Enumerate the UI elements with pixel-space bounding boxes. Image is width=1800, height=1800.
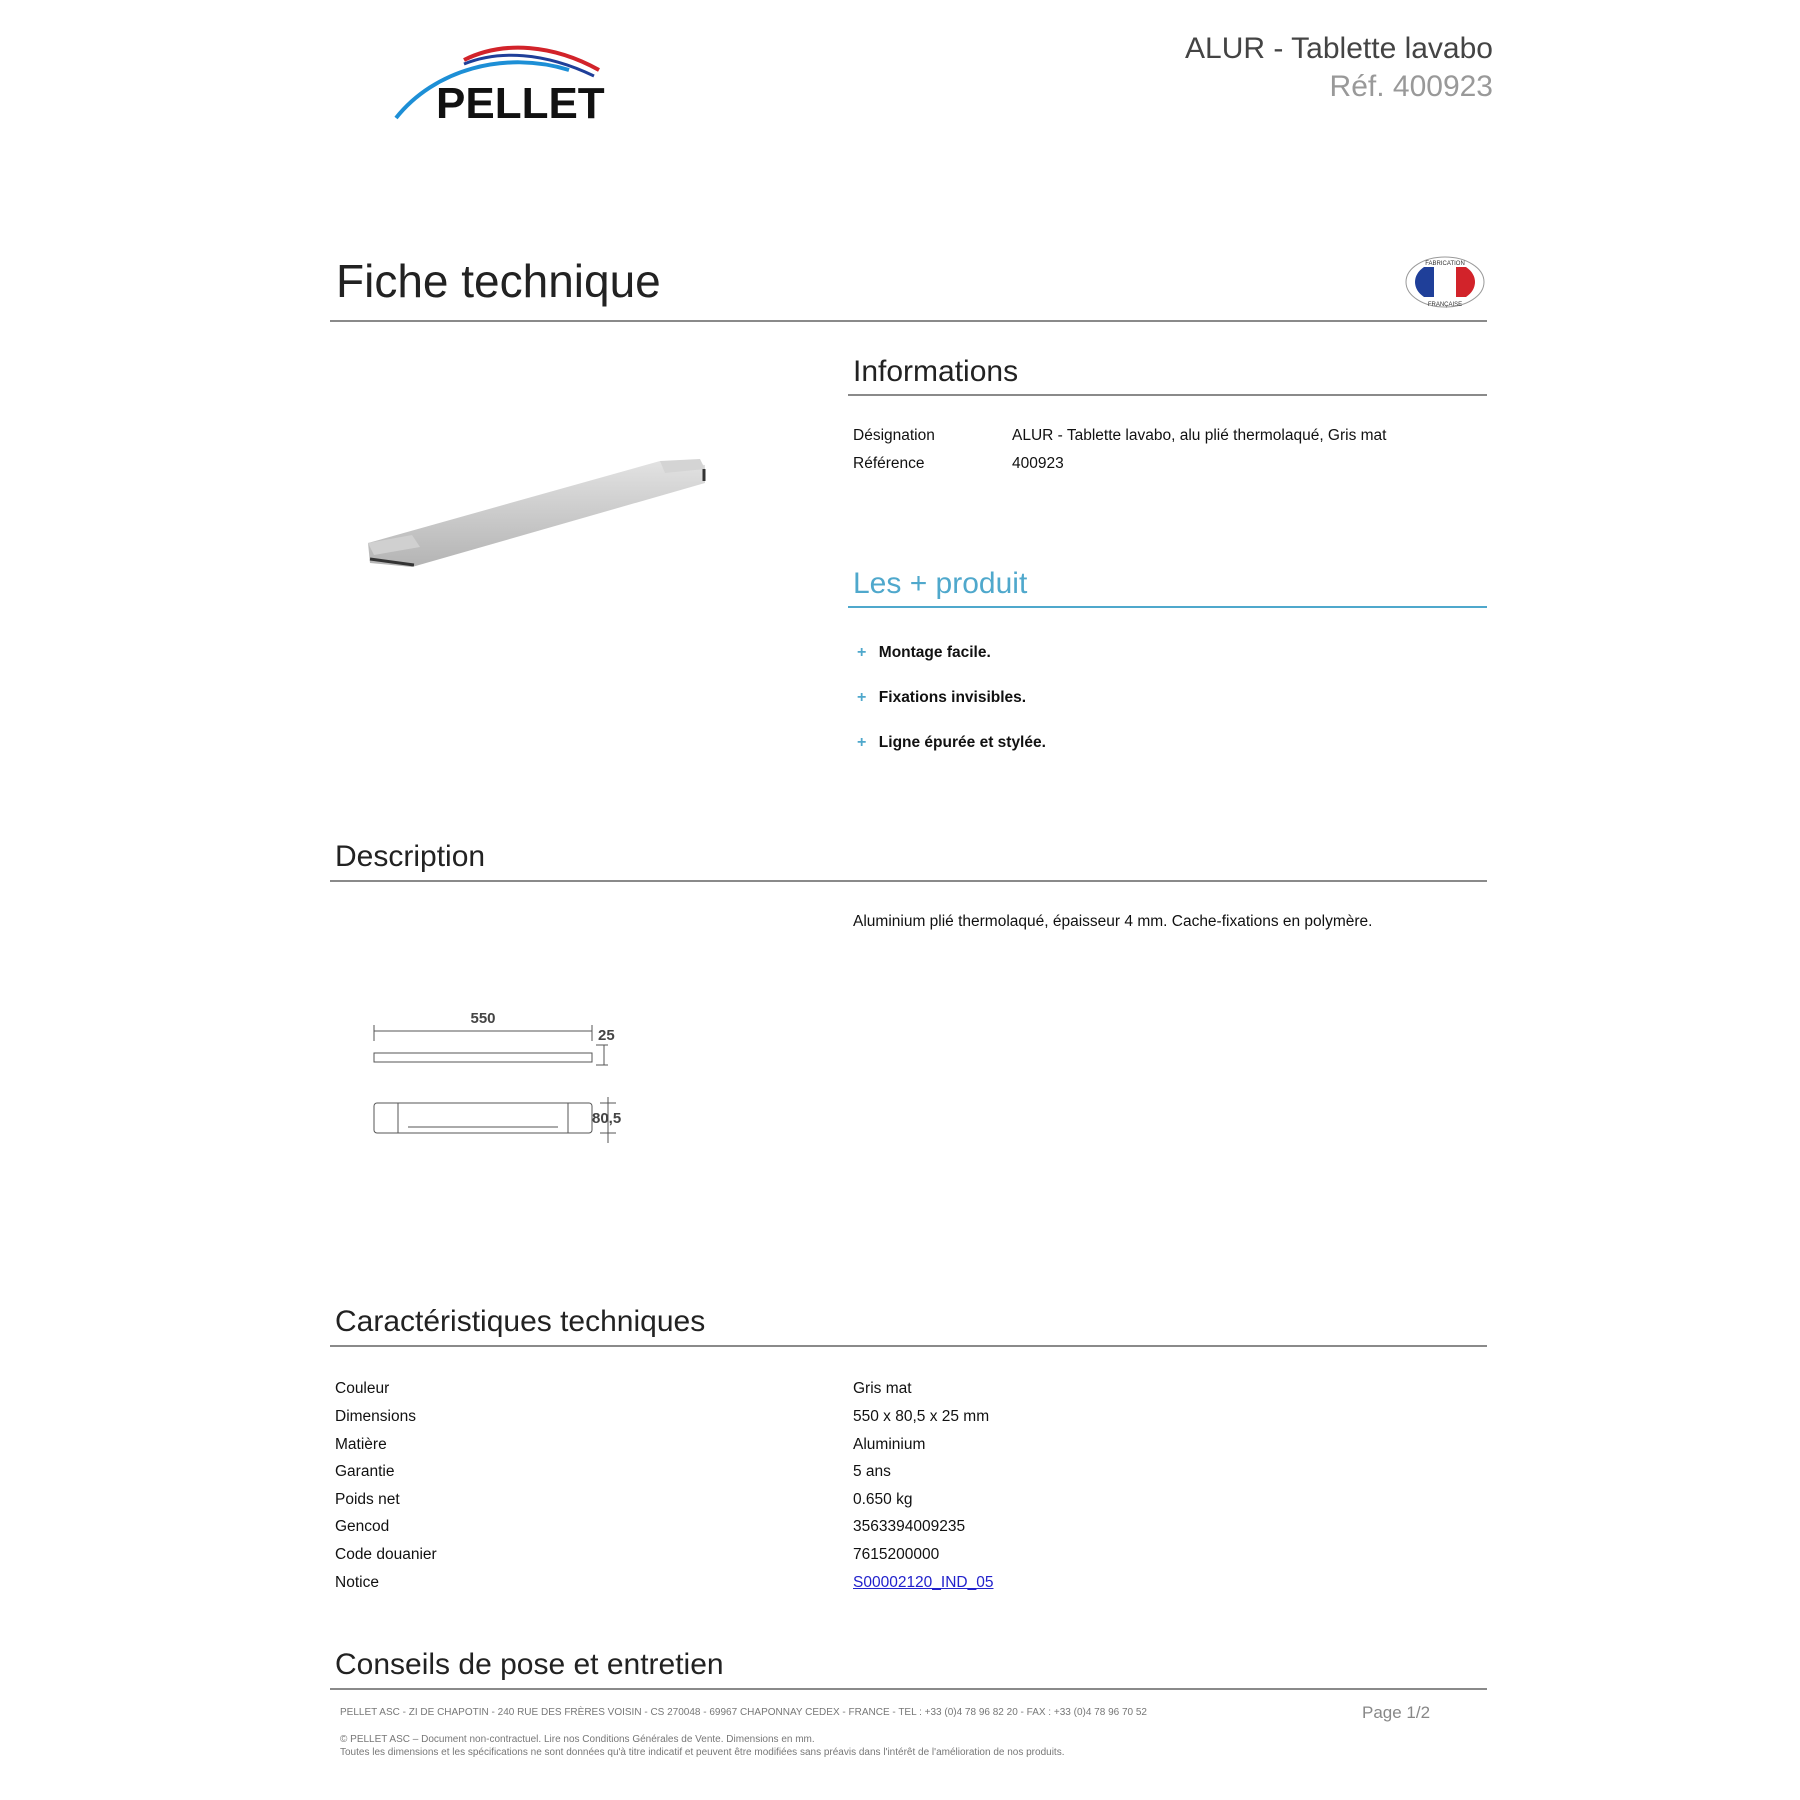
feature-text: Montage facile. xyxy=(878,644,991,661)
svg-text:FRANÇAISE: FRANÇAISE xyxy=(1427,302,1463,308)
length-dimension: 550 xyxy=(470,1010,496,1027)
spec-label: Code douanier xyxy=(335,1546,437,1563)
spec-label: Dimensions xyxy=(335,1408,416,1425)
product-image xyxy=(360,455,710,595)
les-plus-divider xyxy=(848,606,1487,608)
feature-text: Ligne épurée et stylée. xyxy=(878,734,1046,751)
notice-link[interactable]: S00002120_IND_05 xyxy=(853,1574,994,1591)
spec-value: Aluminium xyxy=(853,1436,926,1453)
spec-value: 550 x 80,5 x 25 mm xyxy=(853,1408,990,1425)
spec-value: 3563394009235 xyxy=(853,1518,966,1535)
footer-legal-1: © PELLET ASC – Document non-contractuel. Lire nos Conditions Générales de Vente. Dimensions en mm. xyxy=(340,1734,815,1745)
spec-label: Garantie xyxy=(335,1463,395,1480)
plus-icon: + xyxy=(857,644,867,661)
list-item xyxy=(857,644,991,662)
spec-value: 0.650 kg xyxy=(853,1491,913,1508)
reference-label: Référence xyxy=(853,455,925,472)
caracteristiques-heading: Caractéristiques techniques xyxy=(335,1305,706,1338)
conseils-heading: Conseils de pose et entretien xyxy=(335,1648,724,1681)
spec-value: Gris mat xyxy=(853,1380,912,1397)
spec-label: Matière xyxy=(335,1436,387,1453)
designation-value: ALUR - Tablette lavabo, alu plié thermolaqué, Gris mat xyxy=(1012,427,1387,444)
spec-label: Gencod xyxy=(335,1518,390,1535)
page-number: Page 1/2 xyxy=(1362,1703,1431,1722)
pellet-logo xyxy=(394,40,634,130)
informations-divider xyxy=(848,394,1487,396)
les-plus-heading: Les + produit xyxy=(853,567,1028,600)
feature-text: Fixations invisibles. xyxy=(878,689,1027,706)
footer-address: PELLET ASC - ZI DE CHAPOTIN - 240 RUE DES FRÈRES VOISIN - CS 270048 - 69967 CHAPONNAY CEDEX - FRANCE - TEL : +33 (0)4 78 96 82 20 - FAX : +33 (0)4 78 96 70 52 xyxy=(340,1707,1147,1718)
fabrication-francaise-badge xyxy=(1404,255,1486,309)
height-dimension: 80,5 xyxy=(592,1110,622,1127)
logo-wordmark: PELLET xyxy=(436,79,605,128)
spec-value: 5 ans xyxy=(853,1463,891,1480)
description-heading: Description xyxy=(335,840,486,873)
informations-heading: Informations xyxy=(853,355,1019,388)
technical-drawing xyxy=(368,1005,628,1155)
reference-value: 400923 xyxy=(1012,455,1064,472)
product-reference: Réf. 400923 xyxy=(1329,70,1493,103)
conseils-divider xyxy=(330,1688,1487,1690)
designation-label: Désignation xyxy=(853,427,935,444)
spec-value: 7615200000 xyxy=(853,1546,940,1563)
page-title: Fiche technique xyxy=(336,255,661,307)
list-item xyxy=(857,734,1046,752)
title-divider xyxy=(330,320,1487,322)
spec-label: Notice xyxy=(335,1574,379,1591)
spec-label: Poids net xyxy=(335,1491,400,1508)
plus-icon: + xyxy=(857,734,867,751)
spec-label: Couleur xyxy=(335,1380,390,1397)
plus-icon: + xyxy=(857,689,867,706)
list-item xyxy=(857,689,1026,707)
depth-dimension: 25 xyxy=(598,1027,615,1044)
description-text: Aluminium plié thermolaqué, épaisseur 4 mm. Cache-fixations en polymère. xyxy=(853,913,1373,930)
caracteristiques-divider xyxy=(330,1345,1487,1347)
product-title: ALUR - Tablette lavabo xyxy=(1185,32,1493,65)
svg-text:FABRICATION: FABRICATION xyxy=(1425,261,1465,267)
footer-legal-2: Toutes les dimensions et les spécifications ne sont données qu'à titre indicatif et peuvent être modifiées sans préavis dans l'intérêt de l'amélioration de nos produits. xyxy=(340,1747,1065,1758)
description-divider xyxy=(330,880,1487,882)
